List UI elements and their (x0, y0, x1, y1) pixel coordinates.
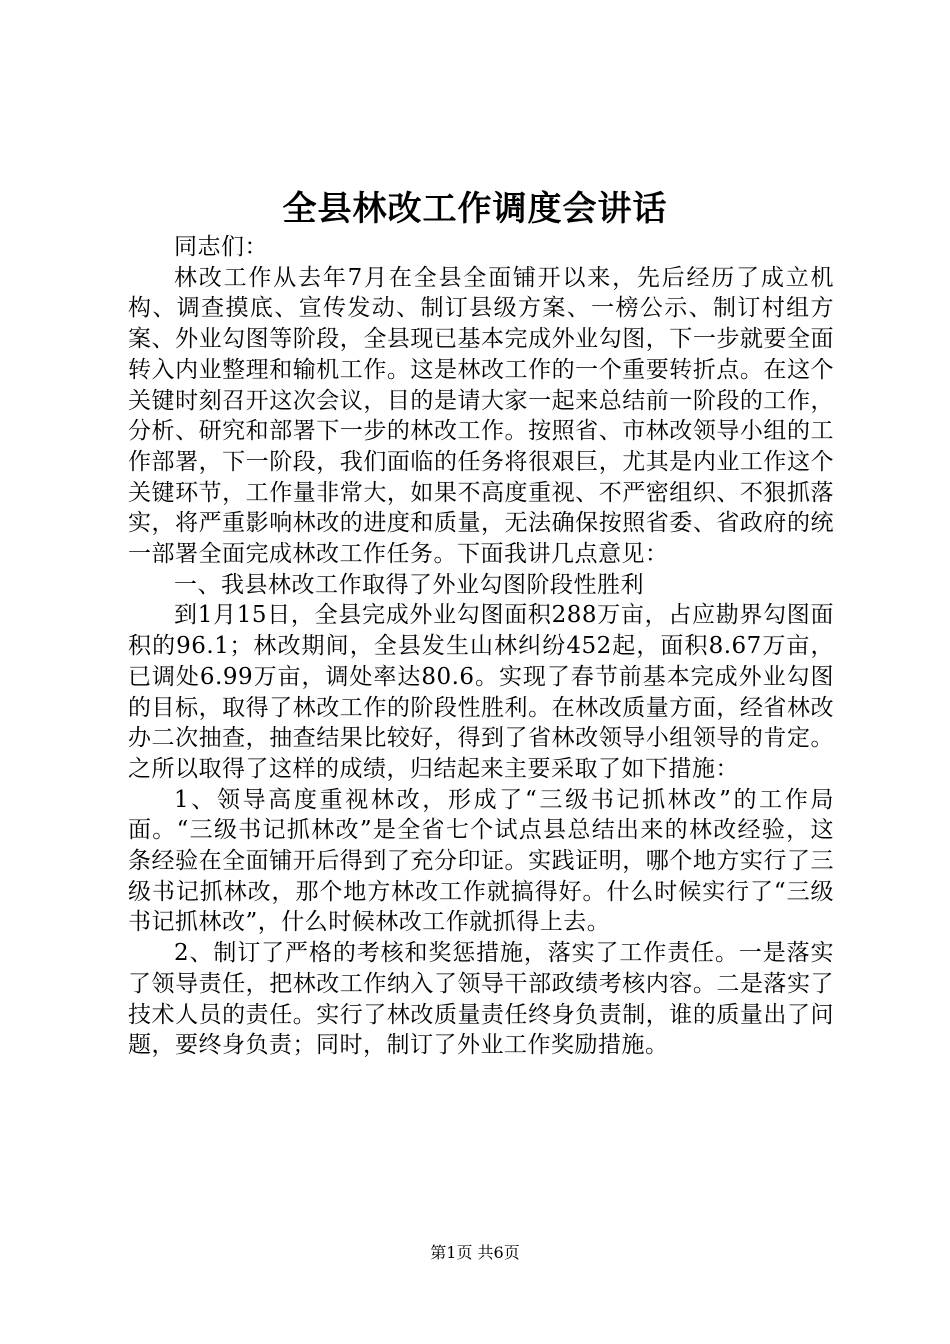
results-paragraph: 到1月15日，全县完成外业勾图面积288万亩，占应勘界勾图面积的96.1；林改期间，全县发生山林纠纷452起，面积8.67万亩，已调处6.99万亩，调处率达80.6。实现了春节前基本完成外业勾图的目标，取得了林改工作的阶段性胜利。在林改质量方面，经省林改办二次抽查，抽查结果比较好，得到了省林改领导小组领导的肯定。之所以取得了这样的成绩，归结起来主要采取了如下措施： (128, 602, 834, 782)
salutation-paragraph: 同志们： (174, 234, 268, 260)
document-body (128, 232, 834, 1061)
section-heading-1: 一、我县林改工作取得了外业勾图阶段性胜利 (174, 571, 644, 598)
document-title: 全县林改工作调度会讲话 (282, 189, 668, 229)
intro-paragraph: 林改工作从去年7月在全县全面铺开以来，先后经历了成立机构、调查摸底、宣传发动、制订县级方案、一榜公示、制订村组方案、外业勾图等阶段，全县现已基本完成外业勾图，下一步就要全面转入内业整理和输机工作。这是林改工作的一个重要转折点。在这个关键时刻召开这次会议，目的是请大家一起来总结前一阶段的工作，分析、研究和部署下一步的林改工作。按照省、市林改领导小组的工作部署，下一阶段，我们面临的任务将很艰巨，尤其是内业工作这个关键环节，工作量非常大，如果不高度重视、不严密组织、不狠抓落实，将严重影响林改的进度和质量，无法确保按照省委、省政府的统一部署全面完成林改工作任务。下面我讲几点意见： (128, 264, 834, 568)
measure-paragraph-2: 2、制订了严格的考核和奖惩措施，落实了工作责任。一是落实了领导责任，把林改工作纳入了领导干部政绩考核内容。二是落实了技术人员的责任。实行了林改质量责任终身负责制，谁的质量出了问题，要终身负责；同时，制订了外业工作奖励措施。 (128, 940, 834, 1059)
measure-paragraph-1: 1、领导高度重视林改，形成了“三级书记抓林改”的工作局面。“三级书记抓林改”是全省七个试点县总结出来的林改经验，这条经验在全面铺开后得到了充分印证。实践证明，哪个地方实行了三级书记抓林改，那个地方林改工作就搞得好。什么时候实行了“三级书记抓林改”，什么时候林改工作就抓得上去。 (128, 786, 834, 936)
page-number-footer: 第1页 共6页 (430, 1243, 520, 1262)
